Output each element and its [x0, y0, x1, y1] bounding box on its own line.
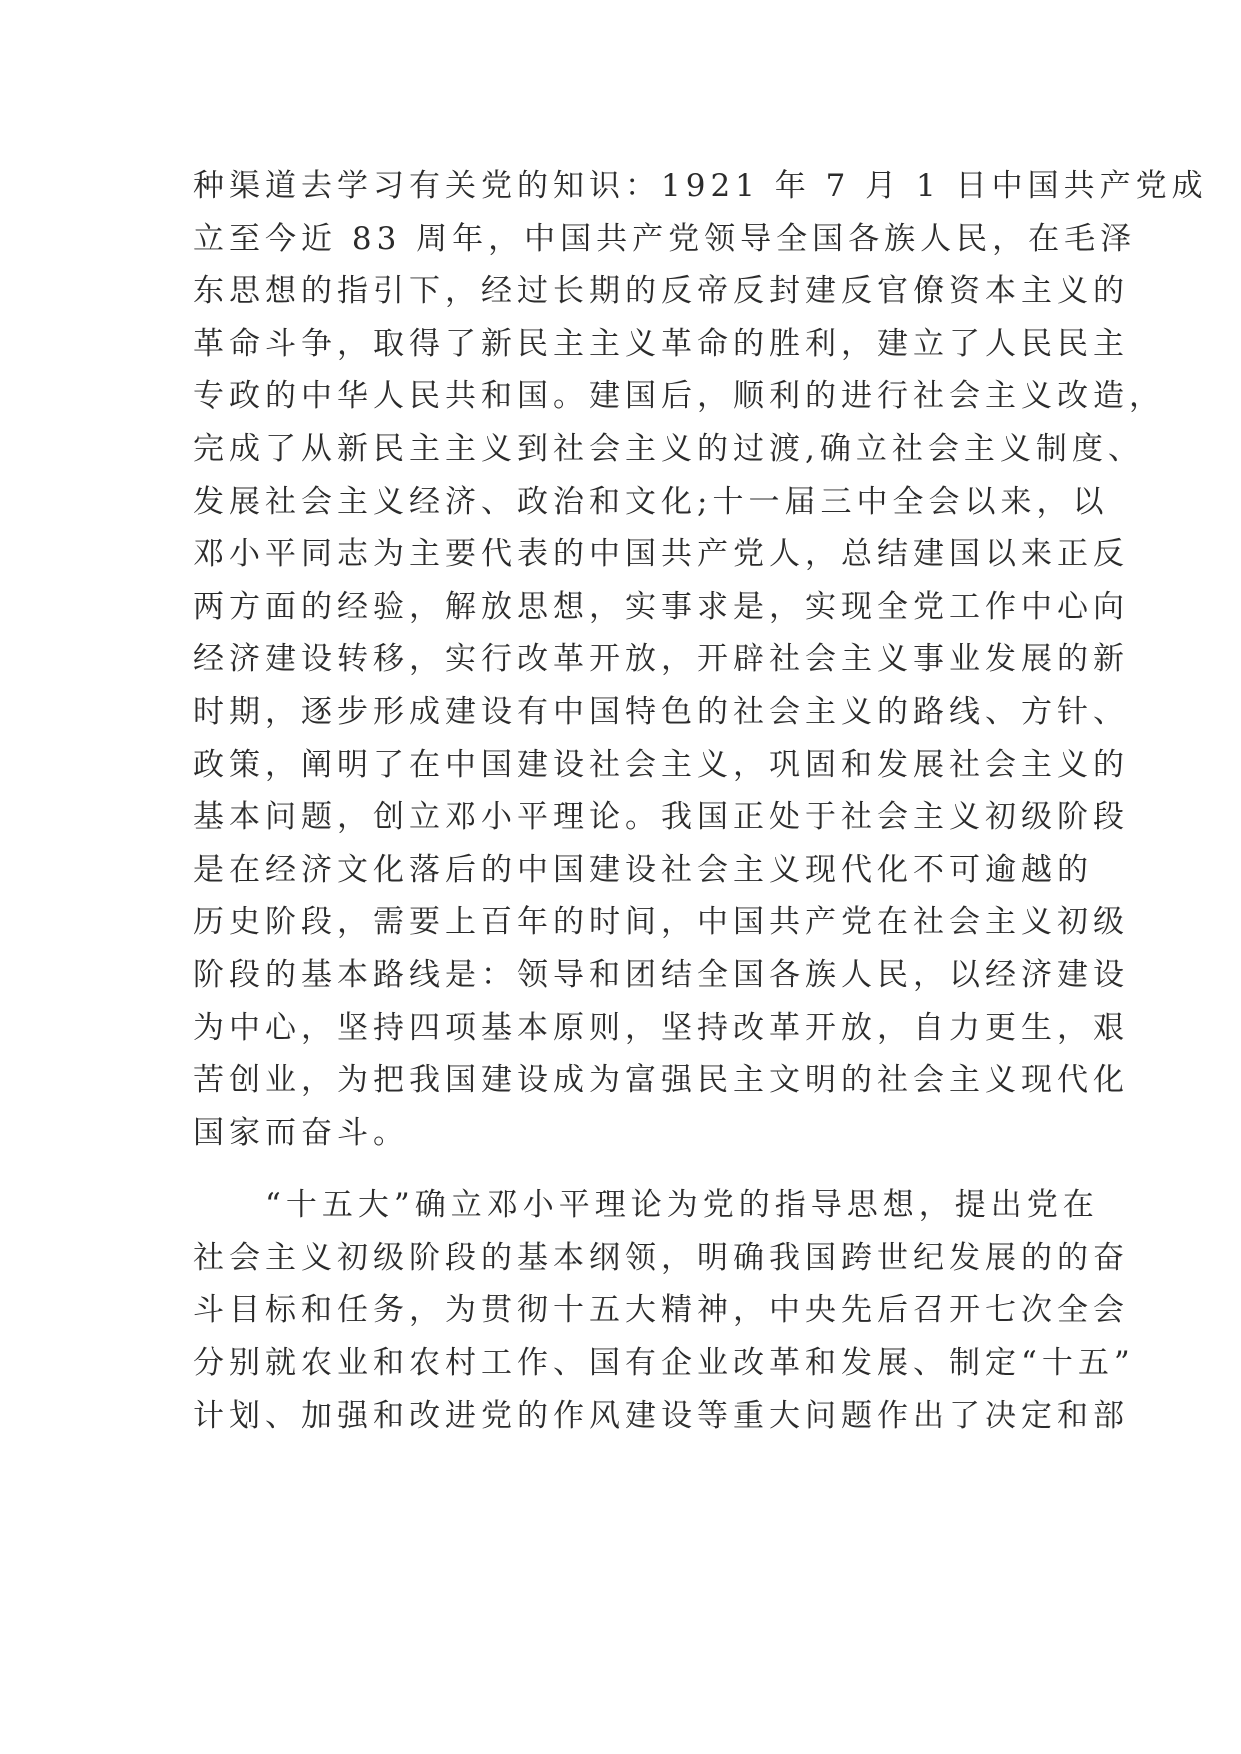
text-line: 斗目标和任务，为贯彻十五大精神，中央先后召开七次全会 [193, 1292, 1129, 1329]
text-line: 东思想的指引下，经过长期的反帝反封建反官僚资本主义的 [193, 273, 1129, 310]
text-line: 国家而奋斗。 [193, 1114, 409, 1151]
paragraph-2 [193, 1179, 1135, 1442]
text-line: 经济建设转移，实行改革开放，开辟社会主义事业发展的新 [193, 641, 1129, 678]
text-line: 政策，阐明了在中国建设社会主义，巩固和发展社会主义的 [193, 746, 1129, 783]
body-text [193, 160, 1208, 1442]
text-line: 完成了从新民主主义到社会主义的过渡,确立社会主义制度、 [193, 430, 1144, 467]
paragraph-1 [193, 160, 1208, 1159]
text-line: 分别就农业和农村工作、国有企业改革和发展、制定“十五” [193, 1345, 1135, 1382]
text-line: 专政的中华人民共和国。建国后，顺利的进行社会主义改造， [193, 378, 1165, 415]
text-line: 为中心，坚持四项基本原则，坚持改革开放，自力更生，艰 [193, 1009, 1129, 1046]
text-line: 阶段的基本路线是：领导和团结全国各族人民，以经济建设 [193, 956, 1129, 993]
text-line: 苦创业，为把我国建设成为富强民主文明的社会主义现代化 [193, 1062, 1129, 1099]
text-line: 社会主义初级阶段的基本纲领，明确我国跨世纪发展的的奋 [193, 1239, 1129, 1276]
text-line: 计划、加强和改进党的作风建设等重大问题作出了决定和部 [193, 1397, 1129, 1434]
text-line: 立至今近 83 周年，中国共产党领导全国各族人民，在毛泽 [193, 220, 1137, 257]
text-line: 基本问题，创立邓小平理论。我国正处于社会主义初级阶段 [193, 799, 1129, 836]
text-line: 时期，逐步形成建设有中国特色的社会主义的路线、方针、 [193, 693, 1129, 730]
text-line: 种渠道去学习有关党的知识：1921 年 7 月 1 日中国共产党成 [193, 168, 1208, 204]
text-line: 邓小平同志为主要代表的中国共产党人，总结建国以来正反 [193, 536, 1129, 573]
text-line: 历史阶段，需要上百年的时间，中国共产党在社会主义初级 [193, 904, 1129, 941]
text-line: 两方面的经验，解放思想，实事求是，实现全党工作中心向 [193, 588, 1129, 625]
text-line: 发展社会主义经济、政治和文化;十一届三中全会以来，以 [193, 483, 1109, 520]
text-line: “十五大”确立邓小平理论为党的指导思想，提出党在 [193, 1187, 1099, 1224]
text-line: 革命斗争，取得了新民主主义革命的胜利，建立了人民民主 [193, 325, 1129, 362]
text-line: 是在经济文化落后的中国建设社会主义现代化不可逾越的 [193, 851, 1093, 888]
